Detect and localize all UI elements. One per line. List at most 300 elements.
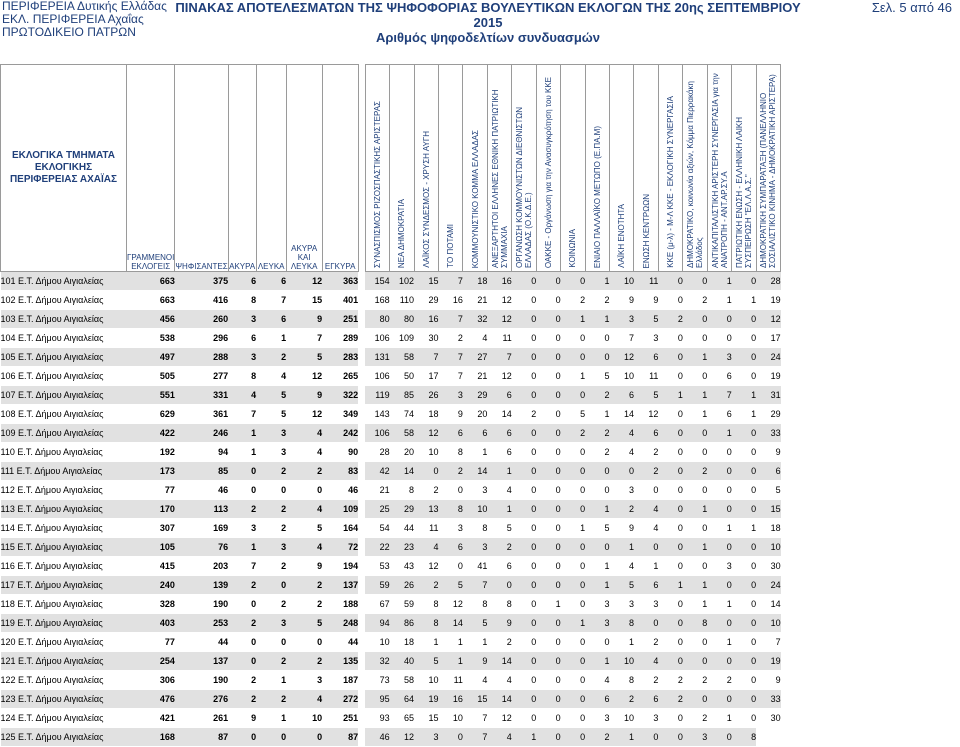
- table-cell: 6: [487, 443, 511, 462]
- table-cell: 1: [256, 671, 286, 690]
- table-cell: 9: [438, 405, 462, 424]
- table-cell: 2: [256, 348, 286, 367]
- table-cell: 272: [322, 690, 358, 709]
- table-cell: 2: [256, 500, 286, 519]
- table-cell: 8: [414, 595, 438, 614]
- table-cell: 12: [286, 367, 322, 386]
- table-cell: 7: [438, 272, 462, 291]
- table-cell: 0: [561, 690, 585, 709]
- table-cell: 10: [610, 272, 634, 291]
- table-cell: 8: [463, 595, 487, 614]
- row-gap: [358, 671, 365, 690]
- table-cell: 5: [487, 519, 511, 538]
- table-body: [1, 272, 781, 747]
- row-gap: [358, 462, 365, 481]
- table-cell: 4: [286, 443, 322, 462]
- table-cell: 0: [512, 633, 536, 652]
- table-cell: 0: [512, 291, 536, 310]
- table-cell: 3: [707, 348, 731, 367]
- table-cell: 0: [561, 671, 585, 690]
- column-header-stat: ΛΕΥΚΑ: [256, 65, 286, 272]
- table-cell: 0: [658, 367, 682, 386]
- table-row: [1, 595, 781, 614]
- table-cell: 2: [228, 671, 256, 690]
- table-cell: 2: [487, 633, 511, 652]
- column-header-party: [610, 65, 634, 272]
- table-cell: 4: [256, 367, 286, 386]
- table-cell: 403: [127, 614, 175, 633]
- table-cell: 422: [127, 424, 175, 443]
- table-cell: 3: [634, 709, 658, 728]
- table-cell: 0: [658, 348, 682, 367]
- table-cell: 8: [414, 614, 438, 633]
- results-table: [0, 64, 781, 747]
- polling-station-name: 114 Ε.Τ. Δήμου Αιγιαλείας: [1, 519, 127, 538]
- column-header-party: [463, 65, 487, 272]
- table-cell: 2: [561, 291, 585, 310]
- table-cell: 0: [732, 538, 756, 557]
- table-cell: 0: [658, 329, 682, 348]
- table-cell: 18: [756, 519, 780, 538]
- table-row: [1, 405, 781, 424]
- table-cell: 0: [561, 386, 585, 405]
- table-cell: 251: [322, 310, 358, 329]
- table-cell: 18: [463, 272, 487, 291]
- table-cell: 173: [127, 462, 175, 481]
- table-cell: 363: [322, 272, 358, 291]
- table-cell: 0: [732, 424, 756, 443]
- column-header-label: ΑΝΤΙΚΑΠΙΤΑΛΙΣΤΙΚΗ ΑΡΙΣΤΕΡΗ ΣΥΝΕΡΓΑΣΙΑ για την ΑΝΑΤΡΟΠΗ - ΑΝΤ.ΑΡ.ΣΥ.Α: [710, 73, 729, 268]
- table-cell: 1: [658, 576, 682, 595]
- table-row: [1, 272, 781, 291]
- table-cell: 0: [732, 481, 756, 500]
- table-cell: 0: [658, 272, 682, 291]
- table-cell: 106: [365, 367, 389, 386]
- table-cell: 9: [463, 652, 487, 671]
- table-cell: 12: [286, 405, 322, 424]
- table-cell: 3: [256, 424, 286, 443]
- table-cell: 260: [175, 310, 228, 329]
- table-cell: 0: [536, 329, 560, 348]
- table-cell: 2: [561, 424, 585, 443]
- column-header-stat: ΑΚΥΡΑ: [228, 65, 256, 272]
- table-cell: 0: [683, 652, 707, 671]
- table-cell: 0: [658, 519, 682, 538]
- table-row: [1, 519, 781, 538]
- table-cell: 12: [286, 272, 322, 291]
- table-cell: 1: [585, 652, 609, 671]
- table-cell: 0: [658, 462, 682, 481]
- table-cell: 87: [175, 728, 228, 747]
- table-cell: 143: [365, 405, 389, 424]
- table-cell: 2: [256, 519, 286, 538]
- column-header-party: [414, 65, 438, 272]
- table-cell: 1: [610, 728, 634, 747]
- column-header-label: ΝΕΑ ΔΗΜΟΚΡΑΤΙΑ: [397, 198, 407, 268]
- row-gap: [358, 557, 365, 576]
- table-cell: 93: [365, 709, 389, 728]
- table-cell: 1: [228, 424, 256, 443]
- table-cell: 72: [322, 538, 358, 557]
- table-cell: 15: [463, 690, 487, 709]
- table-cell: 154: [365, 272, 389, 291]
- table-cell: 164: [322, 519, 358, 538]
- table-cell: 2: [634, 462, 658, 481]
- table-cell: 416: [175, 291, 228, 310]
- polling-station-name: 120 Ε.Τ. Δήμου Αιγιαλείας: [1, 633, 127, 652]
- table-cell: 2: [658, 310, 682, 329]
- table-cell: 0: [561, 557, 585, 576]
- table-cell: 7: [463, 709, 487, 728]
- column-header-label: ΚΟΙΝΩΝΙΑ: [568, 229, 578, 268]
- table-cell: 18: [390, 633, 414, 652]
- table-cell: 401: [322, 291, 358, 310]
- polling-station-name: 113 Ε.Τ. Δήμου Αιγιαλείας: [1, 500, 127, 519]
- table-cell: 0: [732, 709, 756, 728]
- table-cell: 4: [286, 424, 322, 443]
- table-cell: 0: [256, 576, 286, 595]
- table-cell: 1: [561, 367, 585, 386]
- table-cell: 1: [438, 633, 462, 652]
- table-cell: 0: [658, 424, 682, 443]
- table-cell: 1: [610, 538, 634, 557]
- table-cell: 6: [438, 424, 462, 443]
- table-cell: 11: [634, 272, 658, 291]
- table-cell: 253: [175, 614, 228, 633]
- table-cell: 0: [707, 500, 731, 519]
- table-cell: 9: [487, 614, 511, 633]
- table-cell: 41: [463, 557, 487, 576]
- table-cell: 170: [127, 500, 175, 519]
- table-cell: 4: [610, 557, 634, 576]
- table-cell: 0: [561, 272, 585, 291]
- table-cell: 0: [732, 595, 756, 614]
- table-cell: 0: [585, 481, 609, 500]
- polling-station-name: 119 Ε.Τ. Δήμου Αιγιαλείας: [1, 614, 127, 633]
- table-cell: 1: [683, 576, 707, 595]
- table-cell: 0: [512, 671, 536, 690]
- table-cell: 12: [487, 291, 511, 310]
- table-cell: 7: [256, 291, 286, 310]
- table-cell: 0: [658, 709, 682, 728]
- table-row: [1, 576, 781, 595]
- column-header-party: [512, 65, 536, 272]
- table-cell: 5: [286, 348, 322, 367]
- table-cell: 0: [561, 595, 585, 614]
- table-cell: 0: [658, 595, 682, 614]
- column-header-label: ΔΗΜΟΚΡΑΤΙΚΟ, κοινωνία αξιών, Κόμμα Πιερρακάκη Ελλάδος: [686, 81, 705, 268]
- table-cell: 12: [438, 595, 462, 614]
- column-header-polling-station: ΕΚΛΟΓΙΚΑ ΤΜΗΜΑΤΑ ΕΚΛΟΓΙΚΗΣ ΠΕΡΙΦΕΡΕΙΑΣ ΑΧΑΪΑΣ: [1, 65, 127, 272]
- table-cell: 8: [683, 614, 707, 633]
- table-cell: 0: [228, 595, 256, 614]
- table-cell: 2: [256, 690, 286, 709]
- table-cell: 0: [561, 443, 585, 462]
- column-header-stat: ΨΗΦΙΣΑΝΤΕΣ: [175, 65, 228, 272]
- table-cell: 42: [365, 462, 389, 481]
- table-cell: 0: [658, 728, 682, 747]
- table-row: [1, 443, 781, 462]
- table-cell: 1: [707, 595, 731, 614]
- table-cell: 0: [228, 728, 256, 747]
- table-cell: 240: [127, 576, 175, 595]
- table-cell: 190: [175, 595, 228, 614]
- table-cell: 0: [536, 671, 560, 690]
- table-cell: 4: [610, 424, 634, 443]
- column-header-party: [390, 65, 414, 272]
- polling-station-name: 106 Ε.Τ. Δήμου Αιγιαλείας: [1, 367, 127, 386]
- table-row: [1, 633, 781, 652]
- table-cell: 2: [683, 291, 707, 310]
- table-cell: 0: [732, 462, 756, 481]
- row-gap: [358, 272, 365, 291]
- table-cell: 0: [536, 310, 560, 329]
- table-cell: 12: [634, 405, 658, 424]
- table-row: [1, 652, 781, 671]
- table-cell: 2: [658, 690, 682, 709]
- table-cell: 0: [585, 329, 609, 348]
- table-cell: 0: [732, 671, 756, 690]
- table-cell: 3: [414, 728, 438, 747]
- table-cell: 0: [228, 652, 256, 671]
- column-header-party: [634, 65, 658, 272]
- table-cell: 12: [610, 348, 634, 367]
- table-cell: 0: [512, 557, 536, 576]
- table-cell: 0: [414, 462, 438, 481]
- table-cell: 2: [658, 671, 682, 690]
- table-cell: 32: [463, 310, 487, 329]
- row-gap: [358, 367, 365, 386]
- table-cell: 0: [683, 690, 707, 709]
- table-row: [1, 728, 781, 747]
- table-cell: 12: [414, 424, 438, 443]
- table-cell: 190: [175, 671, 228, 690]
- region-header: [2, 0, 167, 39]
- table-cell: 30: [756, 557, 780, 576]
- polling-station-name: 112 Ε.Τ. Δήμου Αιγιαλείας: [1, 481, 127, 500]
- table-cell: 6: [707, 367, 731, 386]
- table-cell: 0: [536, 367, 560, 386]
- table-cell: 40: [390, 652, 414, 671]
- table-cell: 16: [414, 310, 438, 329]
- table-cell: 29: [390, 500, 414, 519]
- table-cell: 6: [228, 329, 256, 348]
- table-cell: 2: [585, 386, 609, 405]
- row-gap: [358, 329, 365, 348]
- row-gap: [358, 614, 365, 633]
- table-cell: 1: [585, 405, 609, 424]
- table-cell: 307: [127, 519, 175, 538]
- table-cell: 0: [536, 538, 560, 557]
- table-cell: 0: [512, 443, 536, 462]
- table-cell: 1: [463, 633, 487, 652]
- table-cell: 3: [610, 310, 634, 329]
- table-cell: 0: [732, 633, 756, 652]
- table-cell: 0: [512, 367, 536, 386]
- row-gap: [358, 386, 365, 405]
- table-cell: 0: [228, 462, 256, 481]
- table-cell: 0: [732, 652, 756, 671]
- table-cell: 0: [561, 329, 585, 348]
- table-cell: 0: [512, 595, 536, 614]
- table-cell: 0: [536, 272, 560, 291]
- polling-station-name: 125 Ε.Τ. Δήμου Αιγιαλείας: [1, 728, 127, 747]
- table-cell: 0: [683, 272, 707, 291]
- table-cell: 44: [175, 633, 228, 652]
- row-gap: [358, 576, 365, 595]
- table-row: [1, 386, 781, 405]
- table-cell: 3: [256, 443, 286, 462]
- table-cell: 1: [683, 538, 707, 557]
- polling-station-name: 109 Ε.Τ. Δήμου Αιγιαλείας: [1, 424, 127, 443]
- column-header-stat: ΕΓΚΥΡΑ: [322, 65, 358, 272]
- table-cell: 15: [414, 272, 438, 291]
- table-cell: 0: [707, 614, 731, 633]
- table-cell: 1: [732, 386, 756, 405]
- table-cell: 0: [634, 481, 658, 500]
- table-row: [1, 329, 781, 348]
- table-cell: 2: [438, 462, 462, 481]
- table-cell: 83: [322, 462, 358, 481]
- table-cell: 3: [610, 481, 634, 500]
- table-cell: 0: [561, 633, 585, 652]
- table-cell: 58: [390, 348, 414, 367]
- table-cell: 50: [390, 367, 414, 386]
- table-cell: 1: [256, 329, 286, 348]
- table-cell: 4: [487, 671, 511, 690]
- table-cell: 6: [487, 424, 511, 443]
- table-cell: 0: [256, 728, 286, 747]
- table-row: [1, 291, 781, 310]
- table-cell: 0: [707, 310, 731, 329]
- table-cell: 1: [585, 310, 609, 329]
- table-cell: 1: [707, 291, 731, 310]
- column-header-label: ΟΑΚΚΕ - Οργάνωση για την Ανασυγκρότηση του ΚΚΕ: [543, 76, 553, 268]
- table-cell: 43: [390, 557, 414, 576]
- table-cell: 10: [610, 367, 634, 386]
- table-cell: 16: [438, 690, 462, 709]
- table-cell: 131: [365, 348, 389, 367]
- table-cell: 1: [707, 633, 731, 652]
- table-cell: 109: [322, 500, 358, 519]
- court-line: ΠΡΩΤΟΔΙΚΕΙΟ ΠΑΤΡΩΝ: [2, 25, 136, 39]
- table-cell: 2: [610, 690, 634, 709]
- table-cell: 0: [512, 272, 536, 291]
- table-cell: 19: [756, 367, 780, 386]
- table-cell: 1: [487, 462, 511, 481]
- table-cell: 361: [175, 405, 228, 424]
- table-cell: 0: [512, 500, 536, 519]
- table-cell: 4: [487, 728, 511, 747]
- table-cell: 476: [127, 690, 175, 709]
- table-cell: 0: [561, 728, 585, 747]
- table-cell: 497: [127, 348, 175, 367]
- table-cell: 106: [365, 424, 389, 443]
- row-gap: [358, 690, 365, 709]
- table-cell: 12: [390, 728, 414, 747]
- table-cell: 10: [463, 500, 487, 519]
- polling-station-name: 107 Ε.Τ. Δήμου Αιγιαλείας: [1, 386, 127, 405]
- table-cell: 8: [438, 443, 462, 462]
- table-cell: 0: [732, 272, 756, 291]
- table-cell: 0: [536, 690, 560, 709]
- table-cell: 0: [561, 348, 585, 367]
- table-cell: 8: [487, 595, 511, 614]
- table-cell: 0: [286, 728, 322, 747]
- polling-station-name: 104 Ε.Τ. Δήμου Αιγιαλείας: [1, 329, 127, 348]
- table-cell: 0: [732, 367, 756, 386]
- row-gap: [358, 443, 365, 462]
- table-row: [1, 557, 781, 576]
- table-cell: 0: [707, 443, 731, 462]
- table-cell: 64: [390, 690, 414, 709]
- table-cell: 10: [286, 709, 322, 728]
- column-header-party: [487, 65, 511, 272]
- table-cell: 30: [756, 709, 780, 728]
- table-cell: 0: [683, 329, 707, 348]
- table-cell: 10: [756, 538, 780, 557]
- table-cell: 86: [390, 614, 414, 633]
- table-cell: 6: [707, 405, 731, 424]
- row-gap: [358, 538, 365, 557]
- table-cell: 119: [365, 386, 389, 405]
- table-cell: 2: [228, 690, 256, 709]
- table-cell: 12: [414, 557, 438, 576]
- table-cell: 19: [414, 690, 438, 709]
- table-cell: 3: [585, 614, 609, 633]
- table-cell: 4: [463, 671, 487, 690]
- table-cell: 25: [365, 500, 389, 519]
- table-cell: 15: [756, 500, 780, 519]
- table-cell: 11: [438, 671, 462, 690]
- table-cell: 16: [438, 291, 462, 310]
- table-cell: 0: [512, 424, 536, 443]
- table-cell: 29: [463, 386, 487, 405]
- table-cell: 1: [683, 500, 707, 519]
- table-row: [1, 538, 781, 557]
- table-cell: 12: [487, 709, 511, 728]
- table-cell: 4: [634, 652, 658, 671]
- table-cell: 5: [463, 614, 487, 633]
- table-cell: 0: [732, 443, 756, 462]
- table-cell: 248: [322, 614, 358, 633]
- table-cell: 168: [365, 291, 389, 310]
- polling-station-name: 110 Ε.Τ. Δήμου Αιγιαλείας: [1, 443, 127, 462]
- table-cell: 10: [414, 671, 438, 690]
- table-cell: 306: [127, 671, 175, 690]
- table-row: [1, 424, 781, 443]
- table-cell: 14: [438, 614, 462, 633]
- table-cell: 21: [463, 367, 487, 386]
- table-cell: 8: [610, 614, 634, 633]
- table-cell: 0: [286, 481, 322, 500]
- table-row: [1, 614, 781, 633]
- table-cell: 2: [286, 576, 322, 595]
- row-gap: [358, 310, 365, 329]
- table-cell: 2: [634, 633, 658, 652]
- table-cell: 0: [585, 633, 609, 652]
- table-cell: 246: [175, 424, 228, 443]
- table-cell: 168: [127, 728, 175, 747]
- table-cell: 296: [175, 329, 228, 348]
- table-cell: 1: [707, 709, 731, 728]
- table-cell: 6: [585, 690, 609, 709]
- table-cell: 0: [707, 329, 731, 348]
- table-cell: 0: [438, 481, 462, 500]
- table-cell: 1: [463, 443, 487, 462]
- table-cell: 0: [707, 481, 731, 500]
- table-cell: 0: [512, 329, 536, 348]
